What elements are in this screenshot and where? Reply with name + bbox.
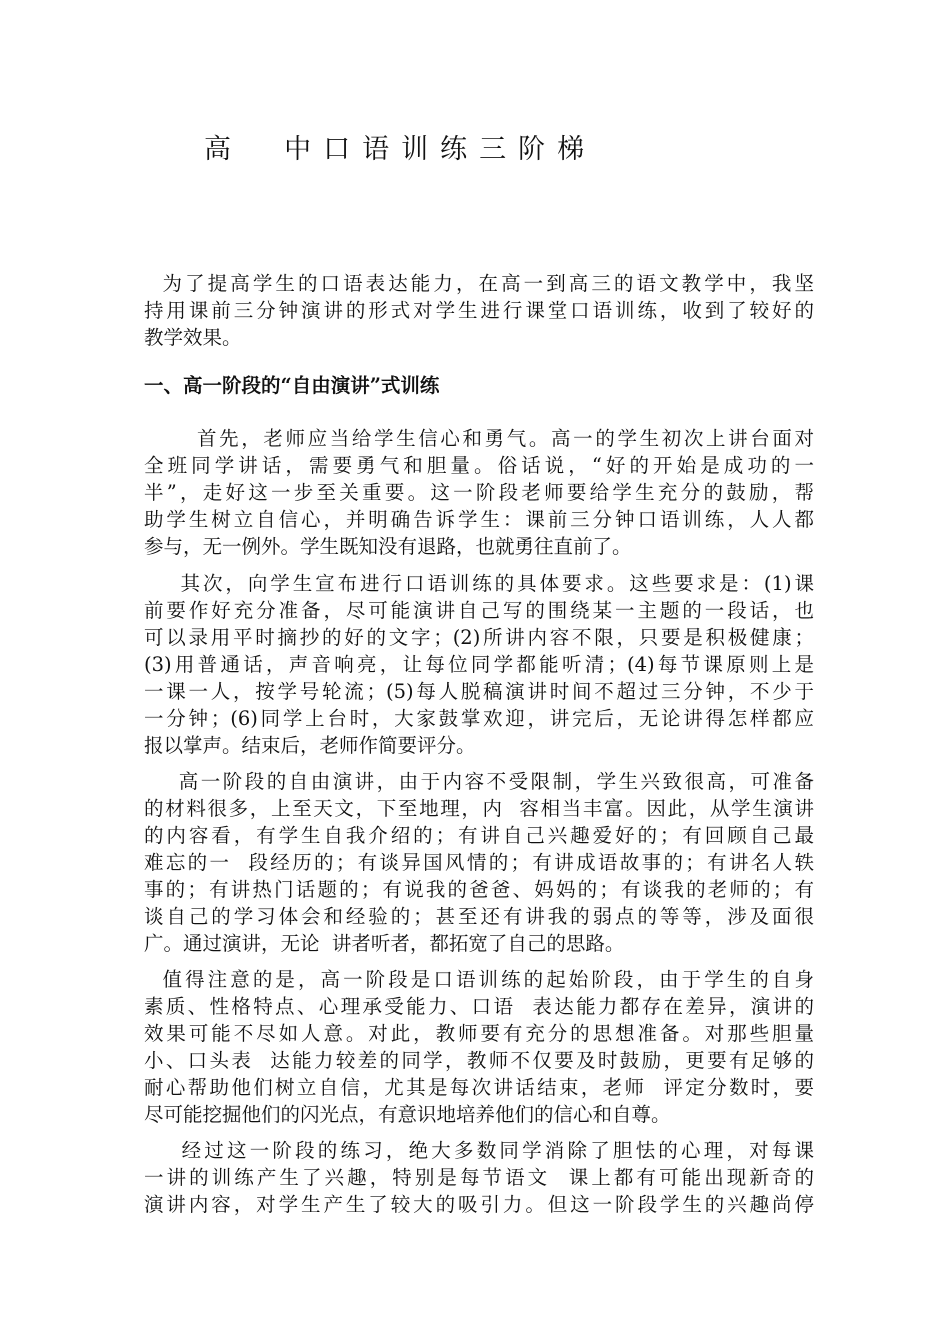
paragraph-line: 一课一人，按学号轮流；(5)每人脱稿演讲时间不超过三分钟，不少于 xyxy=(144,680,814,703)
paragraph-line: 报以掌声。结束后，老师作简要评分。 xyxy=(144,734,476,757)
paragraph-4 xyxy=(144,966,814,1128)
intro-paragraph xyxy=(144,270,814,351)
paragraph-line: 小、口头表 达能力较差的同学，教师不仅要及时鼓励，更要有足够的 xyxy=(144,1049,814,1072)
paragraph-3 xyxy=(144,768,814,957)
paragraph-line: 耐心帮助他们树立自信，尤其是每次讲话结束，老师 评定分数时，要 xyxy=(144,1076,814,1099)
paragraph-line: 事的；有讲热门话题的；有说我的爸爸、妈妈的；有谈我的老师的；有 xyxy=(144,878,814,901)
paragraph-2 xyxy=(144,570,814,759)
paragraph-line: 参与，无一例外。学生既知没有退路，也就勇往直前了。 xyxy=(144,535,632,558)
paragraph-line: 的内容看，有学生自我介绍的；有讲自己兴趣爱好的；有回顾自己最 xyxy=(144,824,814,847)
paragraph-line: 助学生树立自信心，并明确告诉学生：课前三分钟口语训练，人人都 xyxy=(144,508,814,531)
paragraph-line: 难忘的一 段经历的；有谈异国风情的；有讲成语故事的；有讲名人轶 xyxy=(144,851,814,874)
paragraph-line: 为了提高学生的口语表达能力，在高一到高三的语文教学中，我坚 xyxy=(144,272,814,295)
paragraph-line: 半”，走好这一步至关重要。这一阶段老师要给学生充分的鼓励，帮 xyxy=(144,481,814,504)
paragraph-line: 一讲的训练产生了兴趣，特别是每节语文 课上都有可能出现新奇的 xyxy=(144,1166,814,1189)
section-heading: 一、高一阶段的“自由演讲”式训练 xyxy=(144,374,440,397)
paragraph-line: (3)用普通话，声音响亮，让每位同学都能听清；(4)每节课原则上是 xyxy=(144,653,814,676)
paragraph-line: 经过这一阶段的练习，绝大多数同学消除了胆怯的心理，对每课 xyxy=(144,1139,814,1162)
paragraph-line: 高一阶段的自由演讲，由于内容不受限制，学生兴致很高，可准备 xyxy=(144,770,814,793)
paragraph-line: 值得注意的是，高一阶段是口语训练的起始阶段，由于学生的自身 xyxy=(144,968,814,991)
paragraph-line: 其次，向学生宣布进行口语训练的具体要求。这些要求是：(1)课 xyxy=(144,572,814,595)
paragraph-line: 可以录用平时摘抄的好的文字；(2)所讲内容不限，只要是积极健康； xyxy=(144,626,814,649)
paragraph-line: 教学效果。 xyxy=(144,326,242,349)
paragraph-line: 尽可能挖掘他们的闪光点，有意识地培养他们的信心和自尊。 xyxy=(144,1103,671,1126)
paragraph-line: 持用课前三分钟演讲的形式对学生进行课堂口语训练，收到了较好的 xyxy=(144,299,814,322)
paragraph-5 xyxy=(144,1137,814,1218)
paragraph-line: 演讲内容，对学生产生了较大的吸引力。但这一阶段学生的兴趣尚停 xyxy=(144,1193,814,1216)
paragraph-line: 前要作好充分准备，尽可能演讲自己写的围绕某一主题的一段话，也 xyxy=(144,599,814,622)
paragraph-line: 效果可能不尽如人意。对此，教师要有充分的思想准备。对那些胆量 xyxy=(144,1022,814,1045)
paragraph-line: 首先，老师应当给学生信心和勇气。高一的学生初次上讲台面对 xyxy=(144,427,814,450)
paragraph-line: 谈自己的学习体会和经验的；甚至还有讲我的弱点的等等，涉及面很 xyxy=(144,905,814,928)
document-title: 高 中口语训练三阶梯 xyxy=(204,134,597,165)
paragraph-line: 全班同学讲话，需要勇气和胆量。俗话说，“好的开始是成功的一 xyxy=(144,454,814,477)
paragraph-line: 素质、性格特点、心理承受能力、口语 表达能力都存在差异，演讲的 xyxy=(144,995,814,1018)
paragraph-line: 的材料很多，上至天文，下至地理，内 容相当丰富。因此，从学生演讲 xyxy=(144,797,814,820)
paragraph-line: 一分钟；(6)同学上台时，大家鼓掌欢迎，讲完后，无论讲得怎样都应 xyxy=(144,707,814,730)
paragraph-line: 广。通过演讲，无论 讲者听者，都拓宽了自己的思路。 xyxy=(144,932,625,955)
paragraph-1 xyxy=(144,425,814,560)
